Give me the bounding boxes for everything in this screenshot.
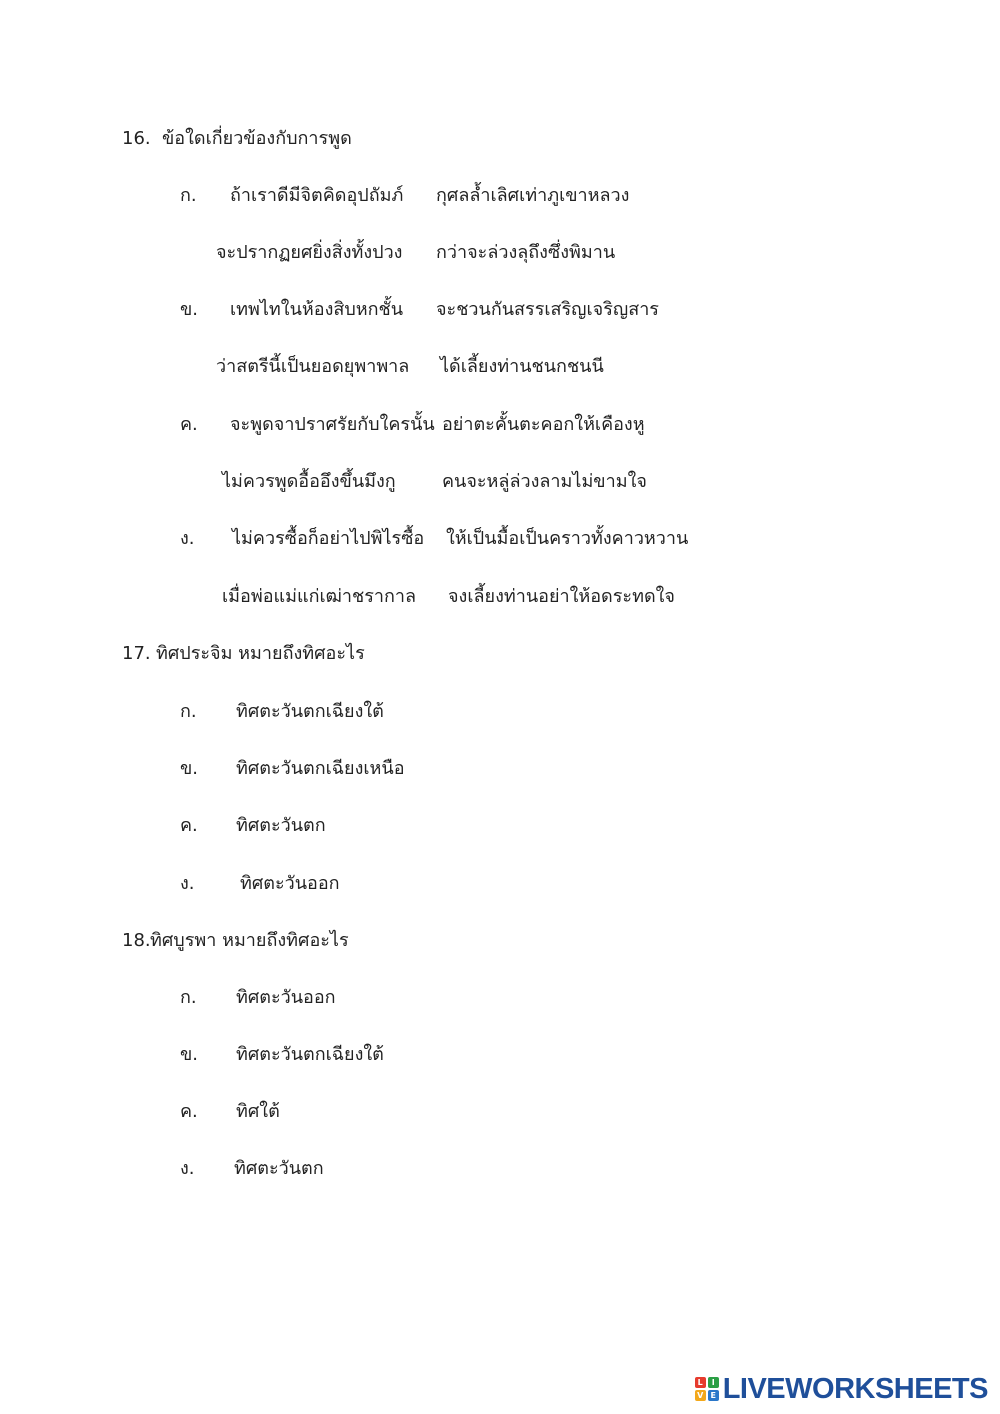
q16-option-d-line2-right: จงเลี้ยงท่านอย่าให้อดระทดใจ [448,586,675,607]
q16-option-b-line2-left: ว่าสตรีนี้เป็นยอดยุพาพาล [216,356,410,377]
q16-option-c-line1-right: อย่าตะคั้นตะคอกให้เคืองหู [442,414,645,435]
q16-option-d-line2-left: เมื่อพ่อแม่แก่เฒ่าชรากาล [222,586,417,607]
q17-option-c-text: ทิศตะวันตก [236,815,326,836]
question-17-text: ทิศประจิม หมายถึงทิศอะไร [156,643,365,664]
q18-option-a-letter: ก. [180,987,197,1008]
q16-option-b-line1-left: เทพไทในห้องสิบหกชั้น [230,299,404,320]
q16-option-a-line1-left: ถ้าเราดีมีจิตคิดอุปถัมภ์ [230,185,404,206]
q18-option-d-text: ทิศตะวันตก [234,1158,324,1179]
q17-option-d-text: ทิศตะวันออก [240,873,340,894]
q16-option-c-line1-left: จะพูดจาปราศรัยกับใครนั้น [230,414,435,435]
q18-option-b-letter: ข. [180,1044,199,1065]
q16-option-b-line2-right: ได้เลี้ยงท่านชนกชนนี [440,356,604,377]
q18-option-c-text: ทิศใต้ [236,1101,280,1122]
q16-option-d-letter: ง. [180,528,195,549]
question-18-number: 18. [122,930,151,951]
question-18-text: ทิศบูรพา หมายถึงทิศอะไร [150,930,349,951]
logo-tile: L [695,1377,706,1388]
q17-option-b-text: ทิศตะวันตกเฉียงเหนือ [236,758,405,779]
question-16-text: ข้อใดเกี่ยวข้องกับการพูด [162,128,352,149]
logo-tile: I [708,1377,719,1388]
q16-option-a-line1-right: กุศลล้ำเลิศเท่าภูเขาหลวง [436,185,630,206]
q17-option-a-letter: ก. [180,701,197,722]
q16-option-d-line1-right: ให้เป็นมื้อเป็นคราวทั้งคาวหวาน [446,528,689,549]
q16-option-d-line1-left: ไม่ควรซื้อก็อย่าไปพิไรซื้อ [232,528,425,549]
brand-name: LIVEWORKSHEETS [722,1372,988,1405]
q16-option-a-line2-left: จะปรากฏยศยิ่งสิ่งทั้งปวง [216,242,403,263]
q16-option-a-letter: ก. [180,185,197,206]
question-17-number: 17. [122,643,151,664]
q18-option-a-text: ทิศตะวันออก [236,987,336,1008]
q17-option-d-letter: ง. [180,873,195,894]
q18-option-b-text: ทิศตะวันตกเฉียงใต้ [236,1044,384,1065]
q16-option-c-letter: ค. [180,414,198,435]
q16-option-b-line1-right: จะชวนกันสรรเสริญเจริญสาร [436,299,659,320]
q16-option-b-letter: ข. [180,299,199,320]
q18-option-c-letter: ค. [180,1101,198,1122]
q17-option-c-letter: ค. [180,815,198,836]
q16-option-a-line2-right: กว่าจะล่วงลุถึงซึ่งพิมาน [436,242,616,263]
q17-option-a-text: ทิศตะวันตกเฉียงใต้ [236,701,384,722]
q16-option-c-line2-right: คนจะหลู่ล่วงลามไม่ขามใจ [442,471,647,492]
q16-option-c-line2-left: ไม่ควรพูดอื้ออึงขึ้นมึงกู [222,471,396,492]
q17-option-b-letter: ข. [180,758,199,779]
q18-option-d-letter: ง. [180,1158,195,1179]
liveworksheets-logo-icon [695,1377,719,1401]
liveworksheets-watermark [695,1374,988,1404]
logo-tile: V [695,1390,706,1401]
question-16-number: 16. [122,128,151,149]
logo-tile: E [708,1390,719,1401]
